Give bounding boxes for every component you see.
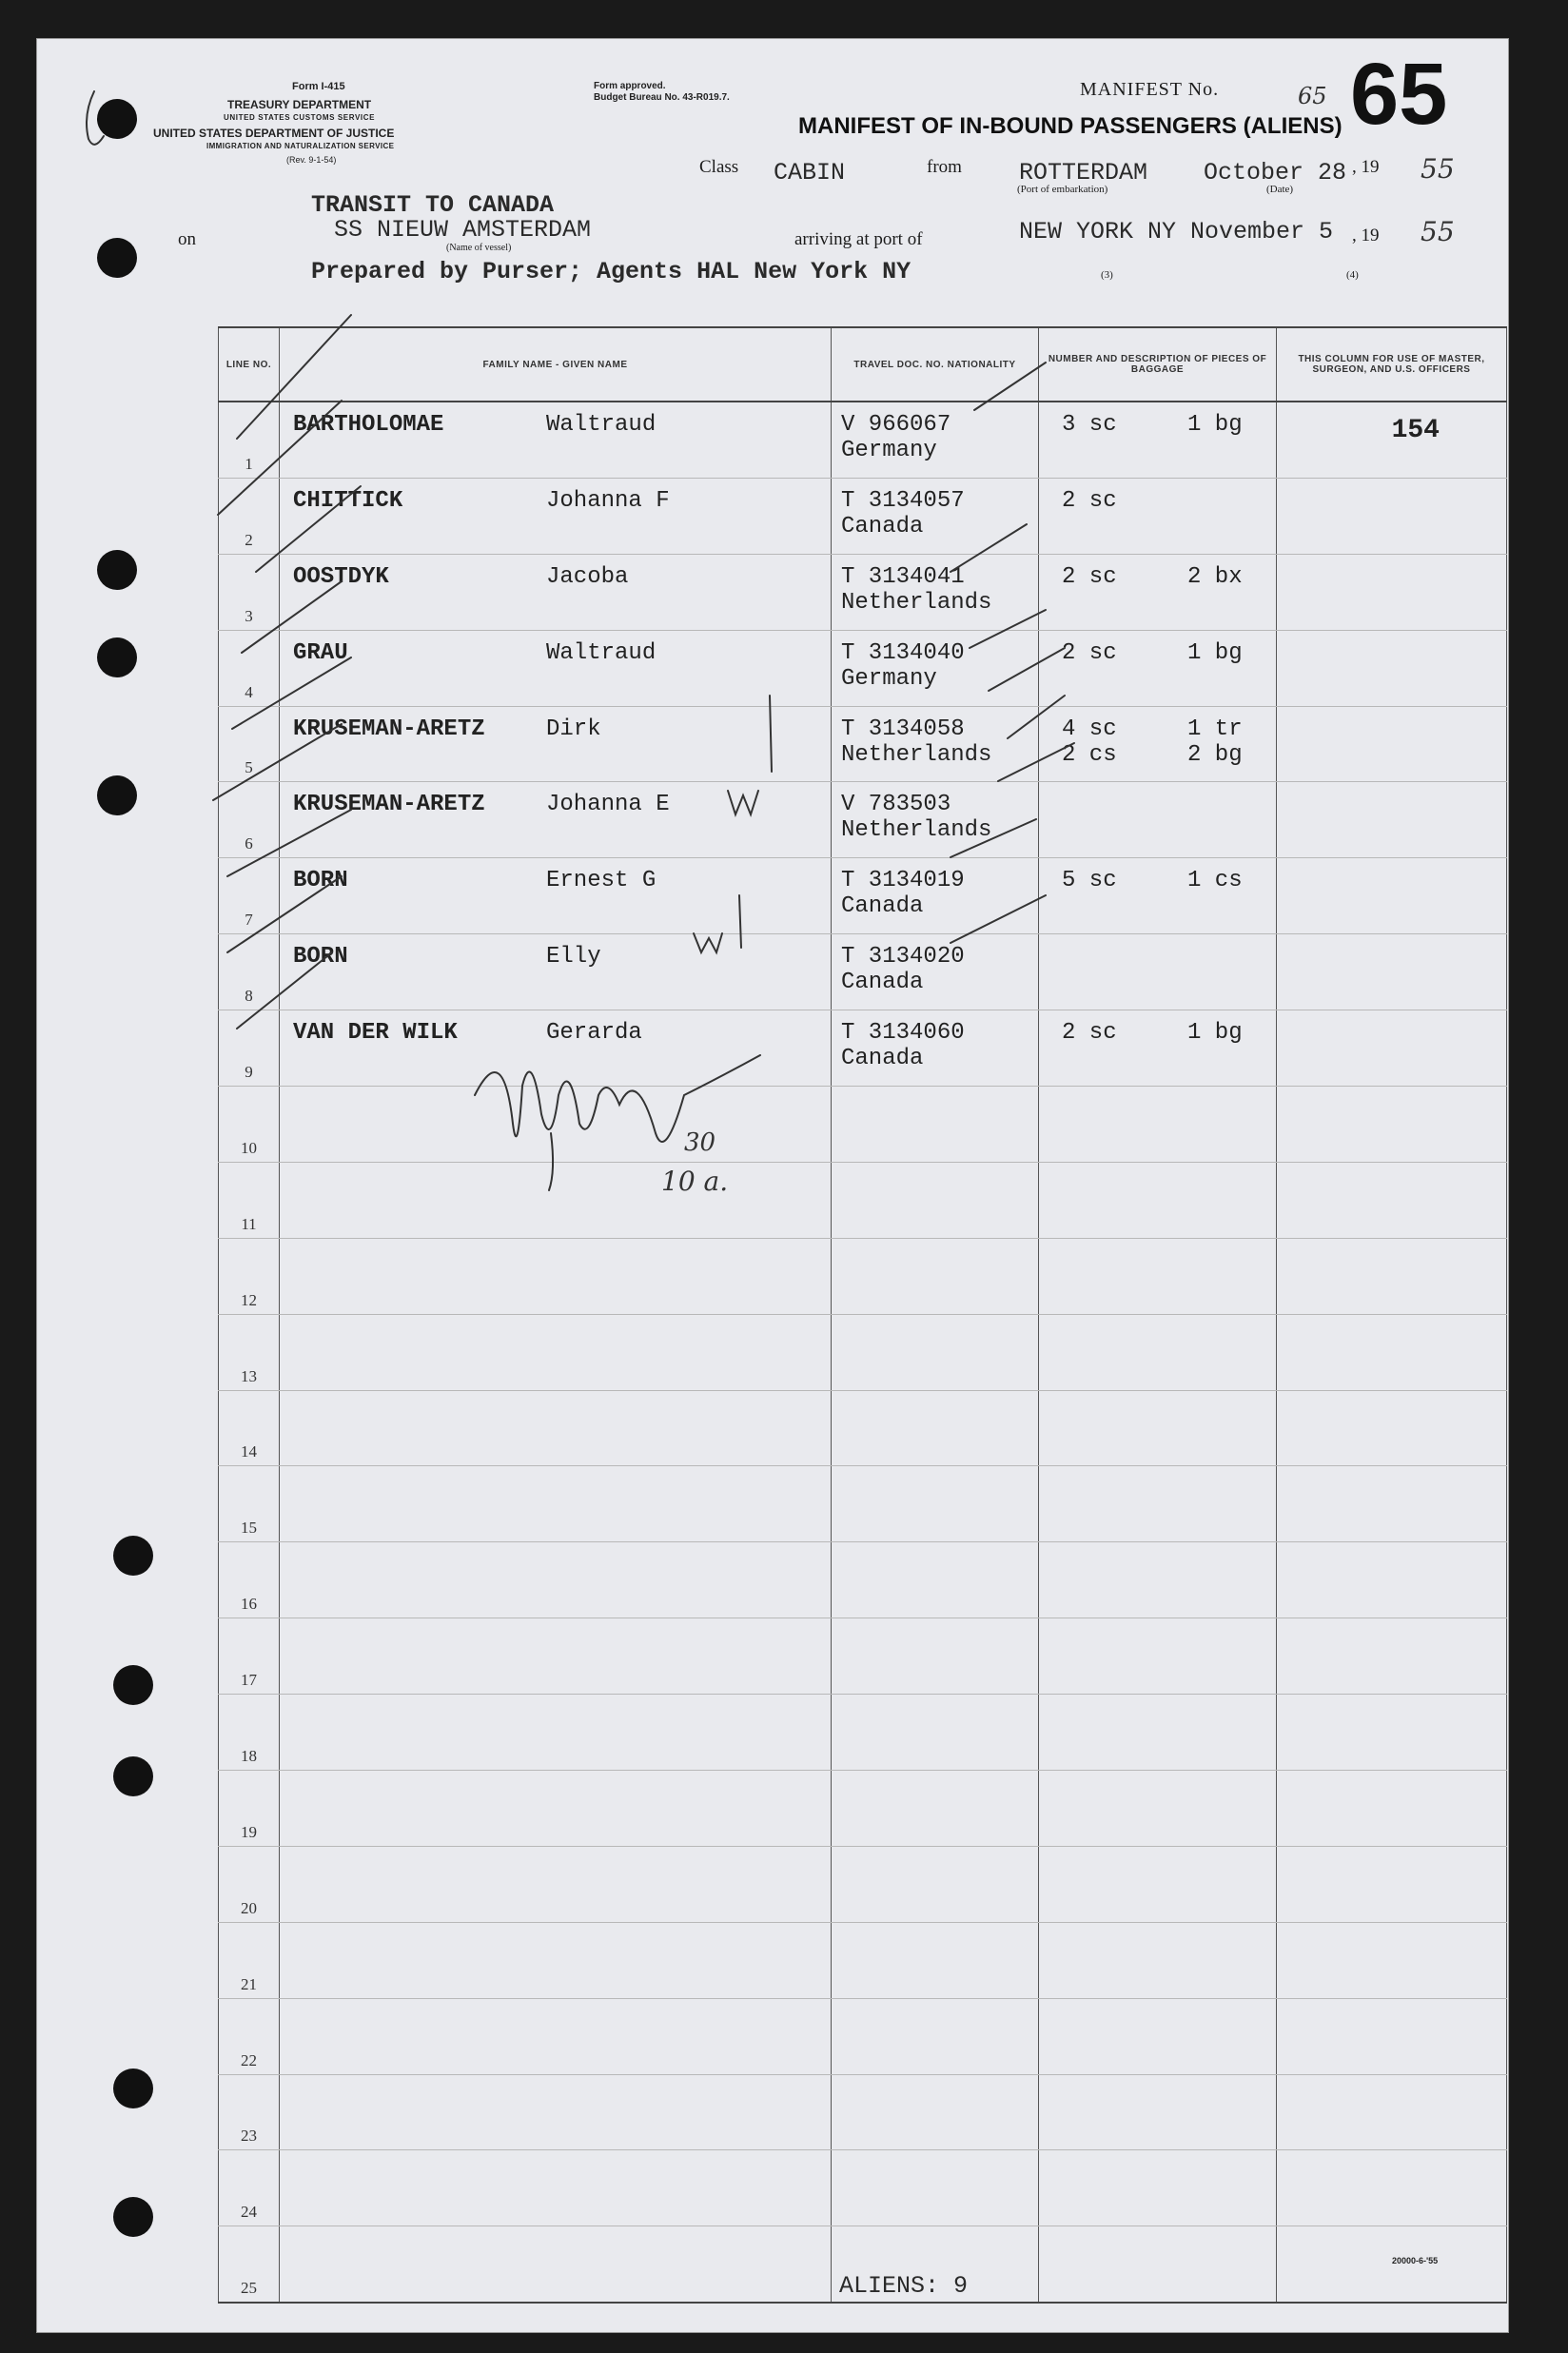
table-row: [219, 1542, 1507, 1618]
officer-cell: [1277, 782, 1507, 858]
line-number: 18: [241, 1747, 257, 1766]
nationality: Canada: [841, 513, 924, 539]
line-number: 16: [241, 1595, 257, 1614]
travel-doc-cell: [832, 1771, 1039, 1847]
baggage-cell: [1039, 706, 1277, 782]
family-name: CHITTICK: [293, 487, 403, 514]
departure-date: October 28: [1204, 159, 1347, 186]
column-marker-3: (3): [1101, 269, 1113, 281]
port-embarkation: ROTTERDAM: [1019, 159, 1148, 186]
approved-label: Form approved.: [594, 81, 666, 91]
baggage-a: 3 sc: [1062, 412, 1117, 438]
travel-doc-cell: [832, 858, 1039, 934]
baggage-cell: [1039, 934, 1277, 1010]
travel-doc-cell: [832, 1238, 1039, 1314]
line-number-cell: [219, 1466, 280, 1542]
officer-note: 154: [1391, 416, 1440, 445]
table-row: [219, 1162, 1507, 1238]
table-row: [219, 1238, 1507, 1314]
table-row: [219, 1618, 1507, 1695]
nationality: Netherlands: [841, 589, 992, 616]
travel-doc-cell: [832, 1695, 1039, 1771]
nationality: Germany: [841, 665, 937, 692]
table-row: [219, 1998, 1507, 2074]
officer-cell: [1277, 1466, 1507, 1542]
officer-cell: [1277, 1087, 1507, 1163]
line-number: 19: [241, 1822, 257, 1841]
class-label: Class: [699, 157, 739, 177]
treasury-label: TREASURY DEPARTMENT: [227, 98, 372, 111]
name-cell: [280, 1998, 832, 2074]
table-row: [219, 1466, 1507, 1542]
baggage-b: 1 bg: [1187, 639, 1243, 666]
officer-cell: [1277, 1771, 1507, 1847]
name-cell: [280, 554, 832, 630]
table-row: [219, 1314, 1507, 1390]
line-number: 22: [241, 2050, 257, 2069]
baggage-cell: [1039, 1314, 1277, 1390]
baggage-cell: [1039, 1162, 1277, 1238]
officer-cell: [1277, 1162, 1507, 1238]
given-name: Johanna E: [546, 792, 670, 818]
travel-doc-cell: [832, 1998, 1039, 2074]
table-row: [219, 402, 1507, 478]
budget-label: Budget Bureau No. 43-R019.7.: [594, 92, 730, 103]
col-header-name: FAMILY NAME - GIVEN NAME: [280, 327, 832, 402]
justice-label: UNITED STATES DEPARTMENT OF JUSTICE: [153, 127, 395, 140]
departure-year: 55: [1421, 153, 1455, 185]
table-row: [219, 1087, 1507, 1163]
port-embarkation-caption: (Port of embarkation): [1017, 184, 1108, 195]
punch-hole: [113, 1756, 153, 1796]
line-number-cell: [219, 1087, 280, 1163]
given-name: Gerarda: [546, 1020, 642, 1047]
punch-hole: [113, 1665, 153, 1705]
vessel-caption: (Name of vessel): [446, 243, 512, 253]
given-name: Johanna F: [546, 487, 670, 514]
line-number-cell: [219, 1390, 280, 1466]
travel-doc-cell: [832, 1618, 1039, 1695]
table-row: [219, 858, 1507, 934]
table-row: [219, 934, 1507, 1010]
table-row: [219, 478, 1507, 554]
officer-cell: [1277, 1390, 1507, 1466]
line-number: 11: [241, 1214, 257, 1233]
baggage-cell: [1039, 1771, 1277, 1847]
officer-cell: [1277, 1695, 1507, 1771]
officer-cell: [1277, 1010, 1507, 1087]
table-row: [219, 782, 1507, 858]
line-number-cell: [219, 1314, 280, 1390]
given-name: Waltraud: [546, 639, 657, 666]
name-cell: [280, 1846, 832, 1922]
travel-doc-number: V 966067: [841, 412, 951, 438]
travel-doc-number: T 3134020: [841, 944, 965, 971]
baggage-a: 2 sc: [1062, 1020, 1117, 1047]
baggage-cell: [1039, 1998, 1277, 2074]
baggage-cell: [1039, 858, 1277, 934]
family-name: OOSTDYK: [293, 563, 389, 590]
table-row: [219, 1922, 1507, 1998]
line-number: 23: [241, 2127, 257, 2146]
punch-hole: [97, 637, 137, 677]
officer-cell: [1277, 554, 1507, 630]
baggage-a: 4 sc 2 cs: [1062, 716, 1117, 768]
travel-doc-cell: [832, 402, 1039, 478]
given-name: Dirk: [546, 716, 601, 742]
officer-cell: [1277, 1618, 1507, 1695]
nationality: Canada: [841, 970, 924, 996]
baggage-b: 2 bx: [1187, 563, 1243, 590]
officer-cell: [1277, 706, 1507, 782]
travel-doc-number: T 3134019: [841, 868, 965, 894]
family-name: KRUSEMAN-ARETZ: [293, 792, 485, 818]
name-cell: [280, 1466, 832, 1542]
print-code: 20000-6-'55: [1392, 2256, 1439, 2265]
line-number-cell: [219, 706, 280, 782]
arriving-label: arriving at port of: [794, 229, 923, 249]
date-caption: (Date): [1266, 184, 1294, 195]
baggage-cell: [1039, 1466, 1277, 1542]
punch-hole: [97, 775, 137, 815]
travel-doc-number: T 3134041: [841, 563, 965, 590]
line-number-cell: [219, 1695, 280, 1771]
table-row: [219, 1010, 1507, 1087]
travel-doc-cell: [832, 2074, 1039, 2150]
line-number-cell: [219, 1238, 280, 1314]
passenger-table: [218, 326, 1507, 2304]
ins-label: IMMIGRATION AND NATURALIZATION SERVICE: [206, 142, 395, 150]
punch-hole: [113, 1536, 153, 1576]
from-label: from: [927, 157, 962, 177]
col-header-officers: THIS COLUMN FOR USE OF MASTER, SURGEON, AND U.S. OFFICERS: [1277, 327, 1507, 402]
baggage-cell: [1039, 1010, 1277, 1087]
family-name: KRUSEMAN-ARETZ: [293, 716, 485, 742]
year-prefix-depart: , 19: [1352, 157, 1380, 177]
baggage-a: 2 sc: [1062, 563, 1117, 590]
line-number-cell: [219, 402, 280, 478]
table-row: [219, 1695, 1507, 1771]
officer-cell: [1277, 2150, 1507, 2226]
name-cell: [280, 1238, 832, 1314]
punch-hole: [97, 99, 137, 139]
baggage-cell: [1039, 2226, 1277, 2303]
officer-cell: [1277, 1542, 1507, 1618]
travel-doc-number: T 3134058: [841, 716, 965, 742]
given-name: Elly: [546, 944, 601, 971]
prepared-by: Prepared by Purser; Agents HAL New York NY: [311, 258, 911, 285]
name-cell: [280, 2226, 832, 2303]
arrival-port-date: NEW YORK NY November 5: [1019, 218, 1334, 245]
vessel-line-1: TRANSIT TO CANADA: [311, 191, 555, 219]
line-number: 2: [245, 530, 253, 549]
officer-cell: [1277, 858, 1507, 934]
line-number: 7: [245, 911, 253, 930]
manifest-no-label: MANIFEST No.: [1080, 79, 1220, 100]
given-name: Jacoba: [546, 563, 629, 590]
travel-doc-number: T 3134040: [841, 639, 965, 666]
punch-hole: [97, 238, 137, 278]
baggage-a: 5 sc: [1062, 868, 1117, 894]
baggage-a: 2 sc: [1062, 487, 1117, 514]
name-cell: [280, 1390, 832, 1466]
line-number-cell: [219, 1771, 280, 1847]
vessel-name: SS NIEUW AMSTERDAM: [334, 216, 592, 244]
line-number-cell: [219, 1998, 280, 2074]
line-number-cell: [219, 1846, 280, 1922]
punch-hole: [113, 2069, 153, 2108]
line-number-cell: [219, 1542, 280, 1618]
baggage-cell: [1039, 1542, 1277, 1618]
name-cell: [280, 2074, 832, 2150]
line-number-cell: [219, 1618, 280, 1695]
baggage-b: 1 bg: [1187, 412, 1243, 438]
officer-cell: [1277, 934, 1507, 1010]
line-number: 3: [245, 606, 253, 625]
family-name: BORN: [293, 944, 348, 971]
baggage-cell: [1039, 478, 1277, 554]
manifest-page: [36, 38, 1509, 2333]
line-number-cell: [219, 934, 280, 1010]
line-number: 8: [245, 987, 253, 1006]
line-number: 20: [241, 1898, 257, 1917]
officer-cell: [1277, 478, 1507, 554]
baggage-cell: [1039, 782, 1277, 858]
travel-doc-number: T 3134060: [841, 1020, 965, 1047]
line-number: 13: [241, 1366, 257, 1385]
baggage-a: 2 sc: [1062, 639, 1117, 666]
name-cell: [280, 402, 832, 478]
col-header-line-no: LINE NO.: [219, 327, 280, 402]
travel-doc-cell: [832, 1846, 1039, 1922]
baggage-b: 1 tr 2 bg: [1187, 716, 1243, 768]
baggage-cell: [1039, 554, 1277, 630]
aliens-count: ALIENS: 9: [839, 2272, 969, 2300]
col-header-baggage: NUMBER AND DESCRIPTION OF PIECES OF BAGGAGE: [1039, 327, 1277, 402]
line-number-cell: [219, 554, 280, 630]
line-number: 10: [241, 1138, 257, 1157]
line-number: 21: [241, 1974, 257, 1993]
baggage-cell: [1039, 1846, 1277, 1922]
line-number: 25: [241, 2279, 257, 2298]
travel-doc-cell: [832, 1390, 1039, 1466]
officer-cell: [1277, 1314, 1507, 1390]
line-number-cell: [219, 1162, 280, 1238]
travel-doc-cell: [832, 1542, 1039, 1618]
name-cell: [280, 858, 832, 934]
baggage-b: 1 bg: [1187, 1020, 1243, 1047]
manifest-title: MANIFEST OF IN-BOUND PASSENGERS (ALIENS): [798, 113, 1343, 139]
officer-cell: [1277, 402, 1507, 478]
table-row: [219, 2074, 1507, 2150]
line-number-cell: [219, 1010, 280, 1087]
name-cell: [280, 934, 832, 1010]
table-row: [219, 630, 1507, 706]
name-cell: [280, 630, 832, 706]
line-number: 12: [241, 1290, 257, 1309]
table-header-row: [219, 327, 1507, 402]
given-name: Ernest G: [546, 868, 657, 894]
baggage-cell: [1039, 2150, 1277, 2226]
travel-doc-cell: [832, 630, 1039, 706]
travel-doc-cell: [832, 1466, 1039, 1542]
travel-doc-cell: [832, 554, 1039, 630]
line-number-cell: [219, 1922, 280, 1998]
arrival-year: 55: [1421, 216, 1455, 247]
baggage-cell: [1039, 1695, 1277, 1771]
name-cell: [280, 1771, 832, 1847]
table-row: [219, 706, 1507, 782]
col-header-travel-doc: TRAVEL DOC. NO. NATIONALITY: [832, 327, 1039, 402]
table-row: [219, 1390, 1507, 1466]
table-row: [219, 1846, 1507, 1922]
nationality: Canada: [841, 1046, 924, 1072]
line-number: 1: [245, 454, 253, 473]
given-name: Waltraud: [546, 412, 657, 438]
name-cell: [280, 1314, 832, 1390]
line-number-cell: [219, 478, 280, 554]
officer-cell: [1277, 1846, 1507, 1922]
family-name: BARTHOLOMAE: [293, 412, 444, 438]
line-number: 17: [241, 1671, 257, 1690]
baggage-cell: [1039, 630, 1277, 706]
family-name: BORN: [293, 868, 348, 894]
table-row: [219, 554, 1507, 630]
baggage-cell: [1039, 2074, 1277, 2150]
name-cell: [280, 782, 832, 858]
baggage-cell: [1039, 1238, 1277, 1314]
column-marker-4: (4): [1346, 269, 1359, 281]
line-number-cell: [219, 630, 280, 706]
officer-cell: [1277, 630, 1507, 706]
name-cell: [280, 478, 832, 554]
officer-cell: [1277, 1998, 1507, 2074]
travel-doc-number: V 783503: [841, 792, 951, 818]
on-label: on: [178, 229, 196, 249]
punch-hole: [113, 2197, 153, 2237]
officer-cell: [1277, 2074, 1507, 2150]
baggage-b: 1 cs: [1187, 868, 1243, 894]
name-cell: [280, 2150, 832, 2226]
baggage-cell: [1039, 1087, 1277, 1163]
line-number: 24: [241, 2203, 257, 2222]
name-cell: [280, 1010, 832, 1087]
table-row: [219, 1771, 1507, 1847]
table-row: [219, 2150, 1507, 2226]
nationality: Netherlands: [841, 741, 992, 768]
officer-cell: [1277, 1238, 1507, 1314]
time-note-top: 30: [684, 1128, 716, 1157]
line-number-cell: [219, 858, 280, 934]
customs-label: UNITED STATES CUSTOMS SERVICE: [224, 113, 376, 122]
punch-hole: [97, 550, 137, 590]
class-value: CABIN: [774, 159, 846, 186]
nationality: Germany: [841, 438, 937, 463]
nationality: Netherlands: [841, 817, 992, 844]
revision-label: (Rev. 9-1-54): [286, 155, 337, 165]
time-note-bottom: 10 a.: [661, 1166, 729, 1197]
travel-doc-cell: [832, 1087, 1039, 1163]
manifest-no-handwritten: 65: [1298, 83, 1327, 109]
travel-doc-number: T 3134057: [841, 487, 965, 514]
line-number: 4: [245, 682, 253, 701]
officer-cell: [1277, 1922, 1507, 1998]
name-cell: [280, 1542, 832, 1618]
baggage-cell: [1039, 1390, 1277, 1466]
line-number: 14: [241, 1442, 257, 1461]
baggage-cell: [1039, 402, 1277, 478]
line-number-cell: [219, 782, 280, 858]
baggage-cell: [1039, 1922, 1277, 1998]
line-number-cell: [219, 2226, 280, 2303]
travel-doc-cell: [832, 934, 1039, 1010]
line-number: 5: [245, 758, 253, 777]
baggage-cell: [1039, 1618, 1277, 1695]
name-cell: [280, 1618, 832, 1695]
year-prefix-arrive: , 19: [1352, 225, 1380, 245]
manifest-no-stamp: 65: [1350, 46, 1448, 143]
travel-doc-cell: [832, 782, 1039, 858]
nationality: Canada: [841, 893, 924, 920]
name-cell: [280, 1162, 832, 1238]
line-number: 15: [241, 1519, 257, 1538]
travel-doc-cell: [832, 1314, 1039, 1390]
line-number: 9: [245, 1063, 253, 1082]
line-number-cell: [219, 2150, 280, 2226]
travel-doc-cell: [832, 1922, 1039, 1998]
name-cell: [280, 1922, 832, 1998]
travel-doc-cell: [832, 478, 1039, 554]
line-number-cell: [219, 2074, 280, 2150]
form-number: Form I-415: [292, 81, 345, 92]
family-name: GRAU: [293, 639, 348, 666]
line-number: 6: [245, 834, 253, 853]
name-cell: [280, 1695, 832, 1771]
travel-doc-cell: [832, 706, 1039, 782]
name-cell: [280, 706, 832, 782]
travel-doc-cell: [832, 2150, 1039, 2226]
name-cell: [280, 1087, 832, 1163]
travel-doc-cell: [832, 1162, 1039, 1238]
travel-doc-cell: [832, 1010, 1039, 1087]
family-name: VAN DER WILK: [293, 1020, 458, 1047]
